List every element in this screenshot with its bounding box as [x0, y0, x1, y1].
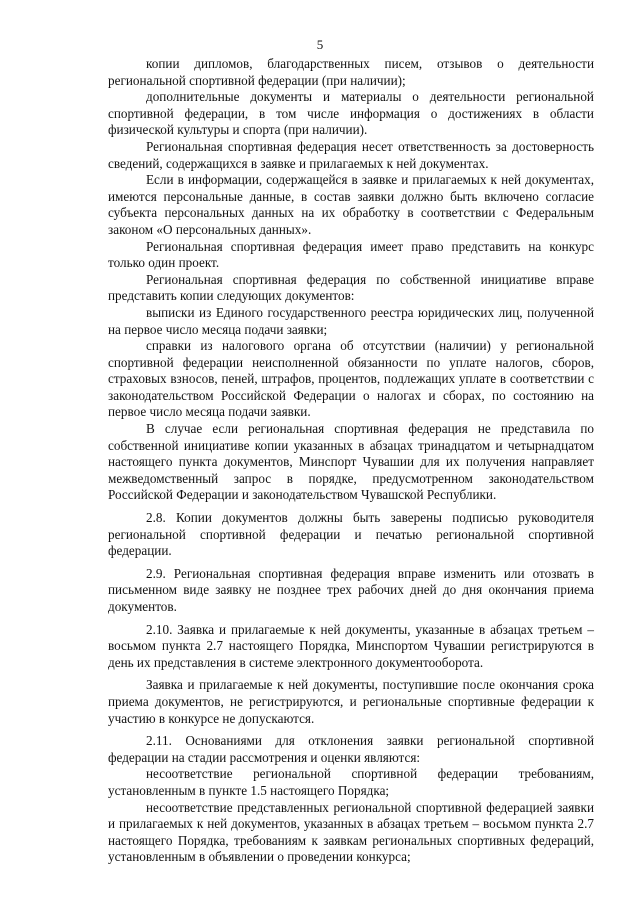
page-number: 5: [316, 37, 324, 52]
paragraph: Если в информации, содержащейся в заявке и прилагаемых к ней документах, имеются персональные данные, в состав заявки должно быть включено согласие субъекта персональных данных на их обработку в соответствии с Федеральным законом «О персональных данных».: [108, 172, 594, 237]
paragraph: несоответствие региональной спортивной федерации требованиям, установленным в пункте 1.5 настоящего Порядка;: [108, 766, 594, 798]
paragraph: 2.8. Копии документов должны быть заверены подписью руководителя региональной спортивной федерации и печатью региональной спортивной федерации.: [108, 510, 594, 559]
paragraph: дополнительные документы и материалы о деятельности региональной спортивной федерации, в том числе информация о достижениях в области физической культуры и спорта (при наличии).: [108, 89, 594, 138]
paragraph: несоответствие представленных региональной спортивной федерацией заявки и прилагаемых к ней документов, указанных в абзацах третьем – восьмом пункта 2.7 настоящего Порядка, требованиям к заявкам региональных спортивных федераций, установленным в объявлении о проведении конкурса;: [108, 799, 594, 865]
paragraph: Региональная спортивная федерация по собственной инициативе вправе представить копии следующих документов:: [108, 271, 594, 304]
paragraph: 2.10. Заявка и прилагаемые к ней документы, указанные в абзацах третьем – восьмом пункта 2.7 настоящего Порядка, Минспортом Чувашии регистрируются в день их представления в системе электронного документооборота.: [108, 621, 594, 670]
paragraph: копии дипломов, благодарственных писем, отзывов о деятельности региональной спортивной федерации (при наличии);: [108, 56, 594, 88]
paragraph: В случае если региональная спортивная федерация не представила по собственной инициативе копии указанных в абзацах тринадцатом и четырнадцатом настоящего пункта документов, Минспорт Чувашии для их получения направляет межведомственный запрос в порядке, предусмотренном законодательством Российской Федерации и законодательством Чувашской Республики.: [108, 421, 594, 503]
paragraph: 2.9. Региональная спортивная федерация вправе изменить или отозвать в письменном виде заявку не позднее трех рабочих дней до дня окончания приема документов.: [108, 565, 594, 614]
paragraph: Региональная спортивная федерация несет ответственность за достоверность сведений, содержащихся в заявке и прилагаемых к ней документах.: [108, 138, 594, 171]
paragraph: выписки из Единого государственного реестра юридических лиц, полученной на первое число месяца подачи заявки;: [108, 304, 594, 337]
paragraph: 2.11. Основаниями для отклонения заявки региональной спортивной федерации на стадии рассмотрения и оценки являются:: [108, 733, 594, 765]
document-body: [108, 56, 594, 866]
paragraph: справки из налогового органа об отсутствии (наличии) у региональной спортивной федерации неисполненной обязанности по уплате налогов, сборов, страховых взносов, пеней, штрафов, процентов, подлежащих уплате в соответствии с законодательством Российской Федерации о налогах и сборах, по состоянию на первое число месяца подачи заявки.: [108, 338, 594, 420]
paragraph: Региональная спортивная федерация имеет право представить на конкурс только один проект.: [108, 238, 594, 271]
paragraph: Заявка и прилагаемые к ней документы, поступившие после окончания срока приема документов, не регистрируются, и региональные спортивные федерации к участию в конкурсе не допускаются.: [108, 677, 594, 726]
